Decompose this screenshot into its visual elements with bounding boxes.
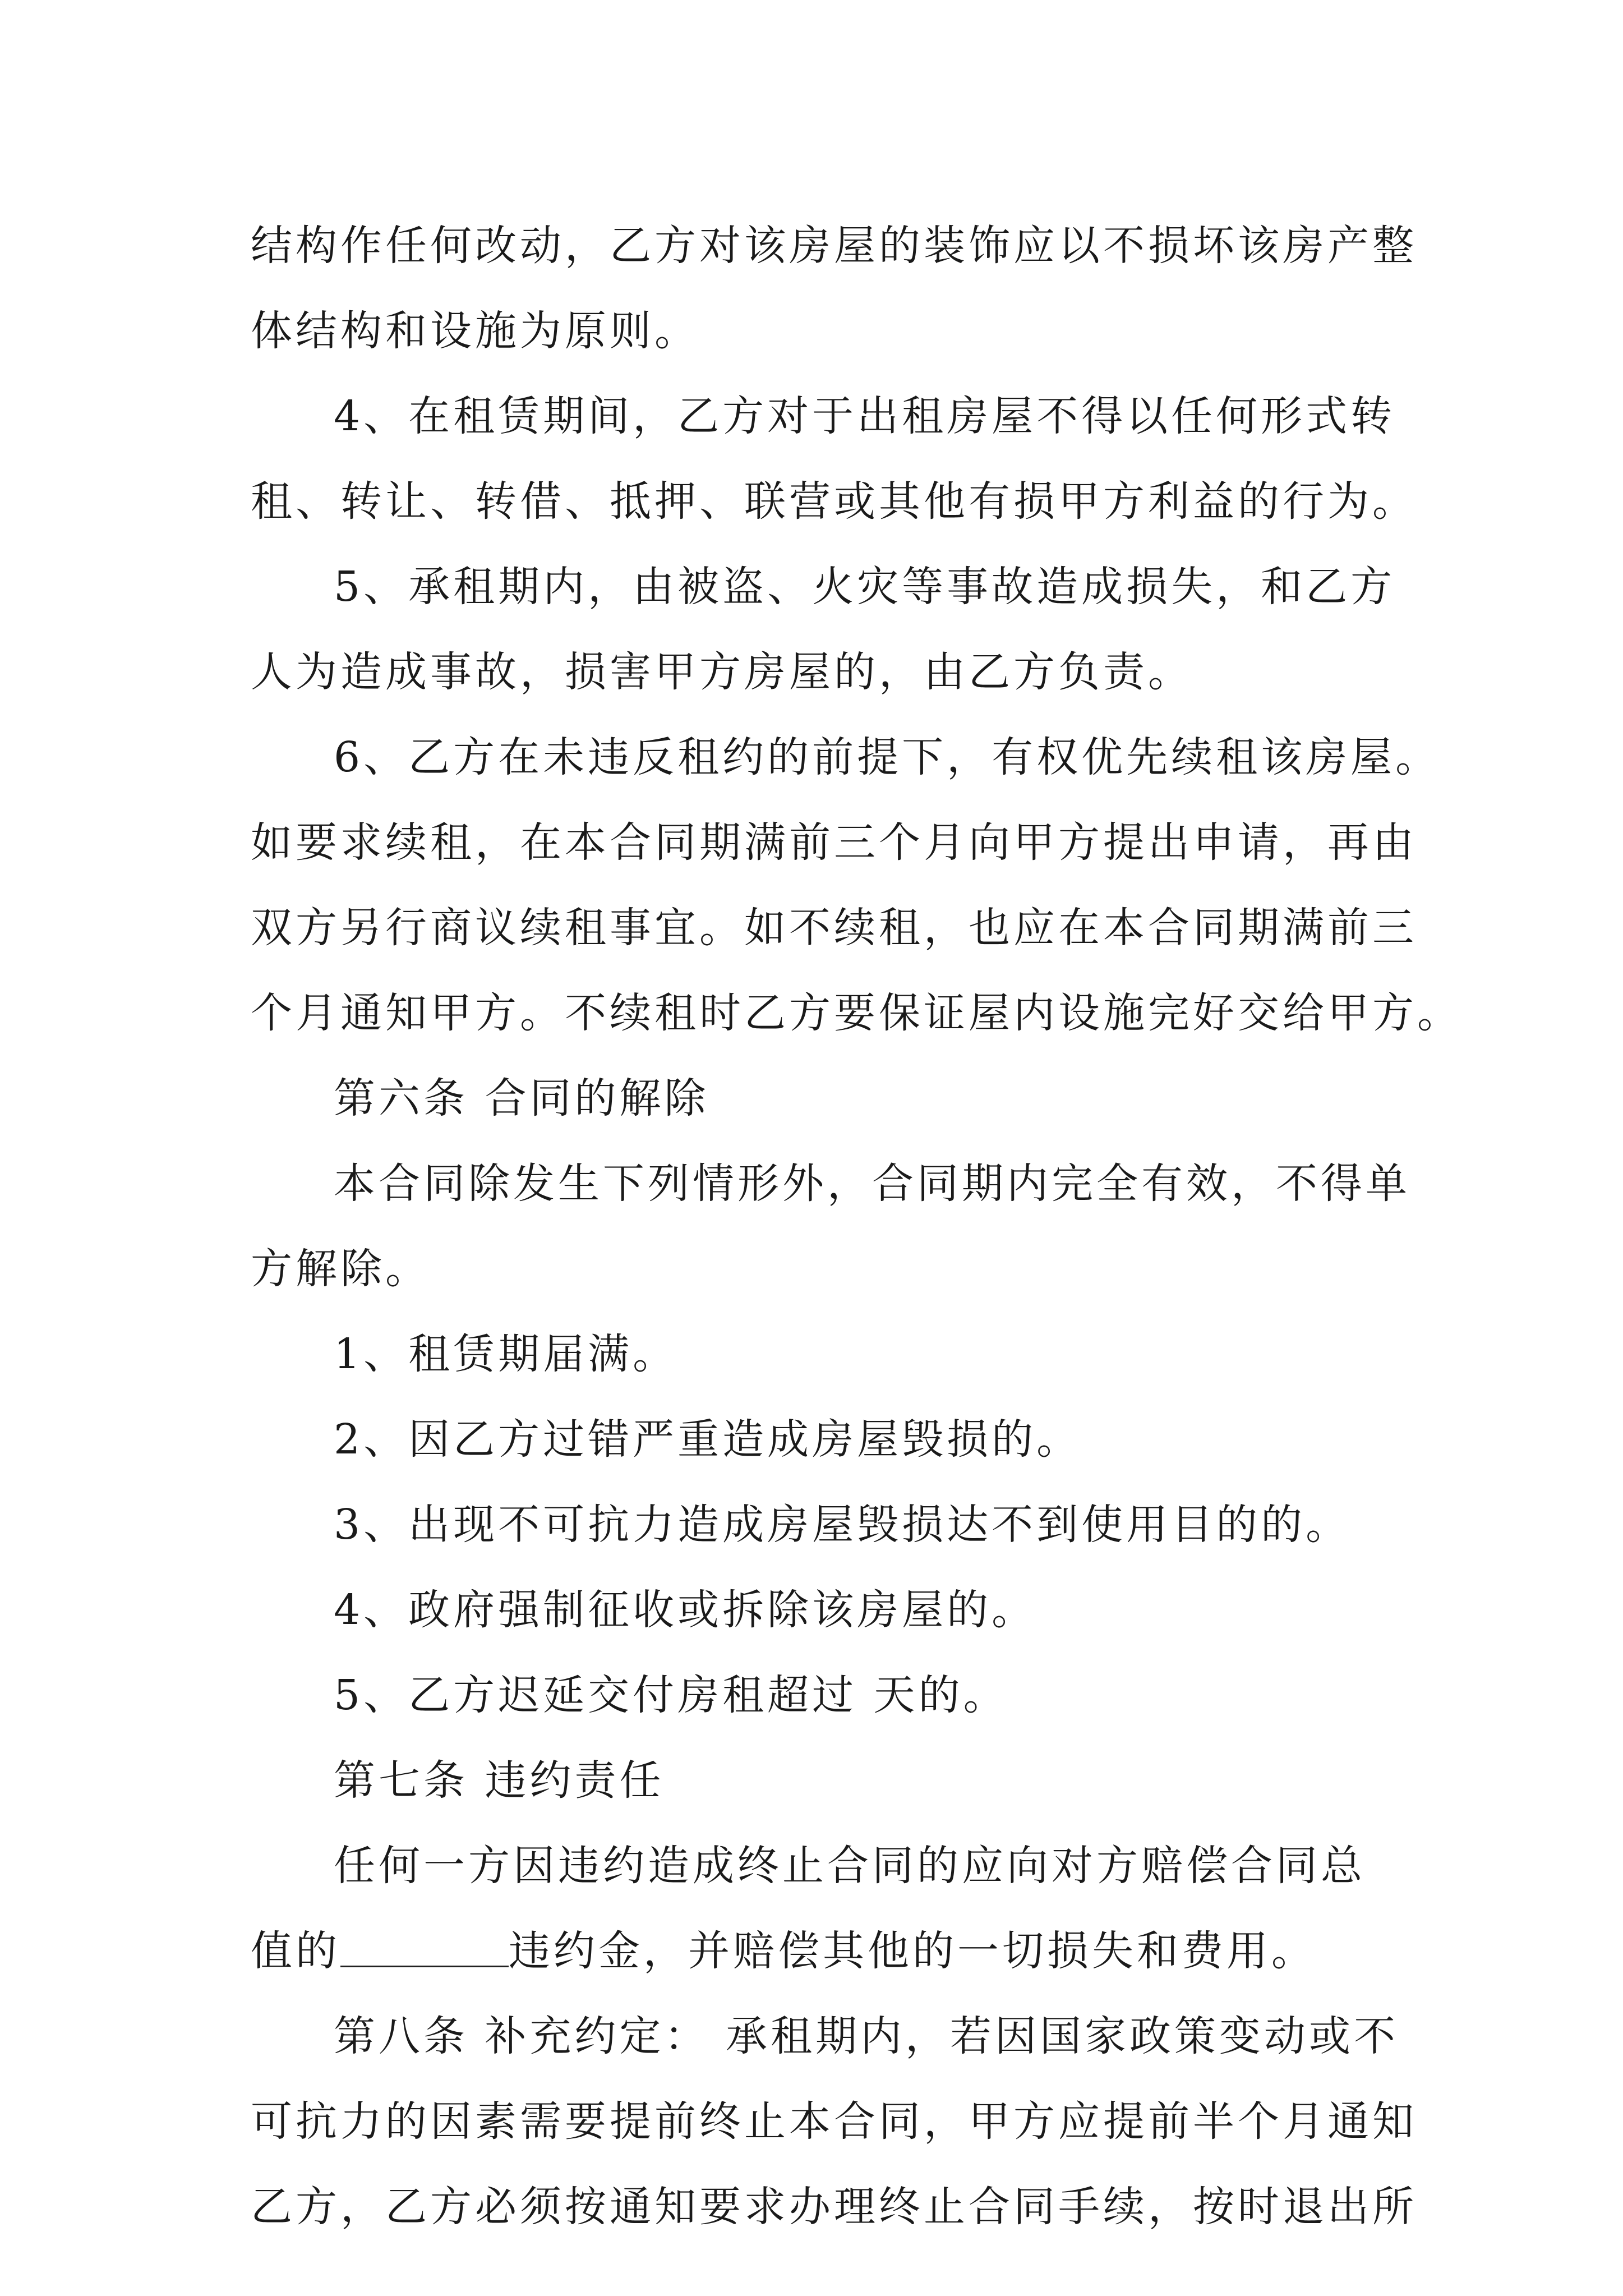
list-item: 4、政府强制征收或拆除该房屋的。 [334, 1586, 1037, 1634]
text-line: 人为造成事故，损害甲方房屋的，由乙方负责。 [251, 648, 1193, 696]
text-line: 可抗力的因素需要提前终止本合同，甲方应提前半个月通知 [251, 2097, 1417, 2146]
text-line: 租、转让、转借、抵押、联营或其他有损甲方利益的行为。 [251, 477, 1417, 526]
list-item: 3、出现不可抗力造成房屋毁损达不到使用目的的。 [334, 1501, 1351, 1549]
section-heading-8: 第八条 补充约定： 承租期内，若因国家政策变动或不 [334, 2012, 1399, 2060]
clause-5: 5、承租期内，由被盗、火灾等事故造成损失，和乙方 [334, 563, 1396, 611]
clause-6: 6、乙方在未违反租约的前提下，有权优先续租该房屋。 [334, 733, 1441, 781]
section-heading-6: 第六条 合同的解除 [334, 1074, 709, 1122]
text-line: 任何一方因违约造成终止合同的应向对方赔偿合同总 [334, 1842, 1366, 1890]
penalty-blank [340, 1921, 509, 1967]
clause-4: 4、在租赁期间，乙方对于出租房屋不得以任何形式转 [334, 392, 1396, 440]
list-item: 5、乙方迟延交付房租超过 天的。 [334, 1671, 1008, 1719]
text-line: 如要求续租，在本合同期满前三个月向甲方提出申请，再由 [251, 818, 1417, 867]
penalty-suffix: 违约金，并赔偿其他的一切损失和费用。 [509, 1927, 1316, 1975]
text-line: 方解除。 [251, 1245, 430, 1293]
section-heading-7: 第七条 违约责任 [334, 1756, 665, 1805]
penalty-prefix: 值的 [251, 1927, 340, 1975]
text-line: 结构作任何改动，乙方对该房屋的装饰应以不损坏该房产整 [251, 222, 1417, 270]
text-line: 本合同除发生下列情形外，合同期内完全有效，不得单 [334, 1159, 1410, 1208]
text-line: 乙方，乙方必须按通知要求办理终止合同手续，按时退出所 [251, 2183, 1417, 2231]
list-item: 1、租赁期届满。 [334, 1330, 678, 1378]
list-item: 2、因乙方过错严重造成房屋毁损的。 [334, 1415, 1082, 1464]
text-line: 双方另行商议续租事宜。如不续租，也应在本合同期满前三 [251, 904, 1417, 952]
contract-body [251, 203, 1462, 2249]
text-line: 体结构和设施为原则。 [251, 307, 699, 355]
text-line: 个月通知甲方。不续租时乙方要保证屋内设施完好交给甲方。 [251, 989, 1462, 1037]
penalty-line [251, 1908, 1389, 1994]
